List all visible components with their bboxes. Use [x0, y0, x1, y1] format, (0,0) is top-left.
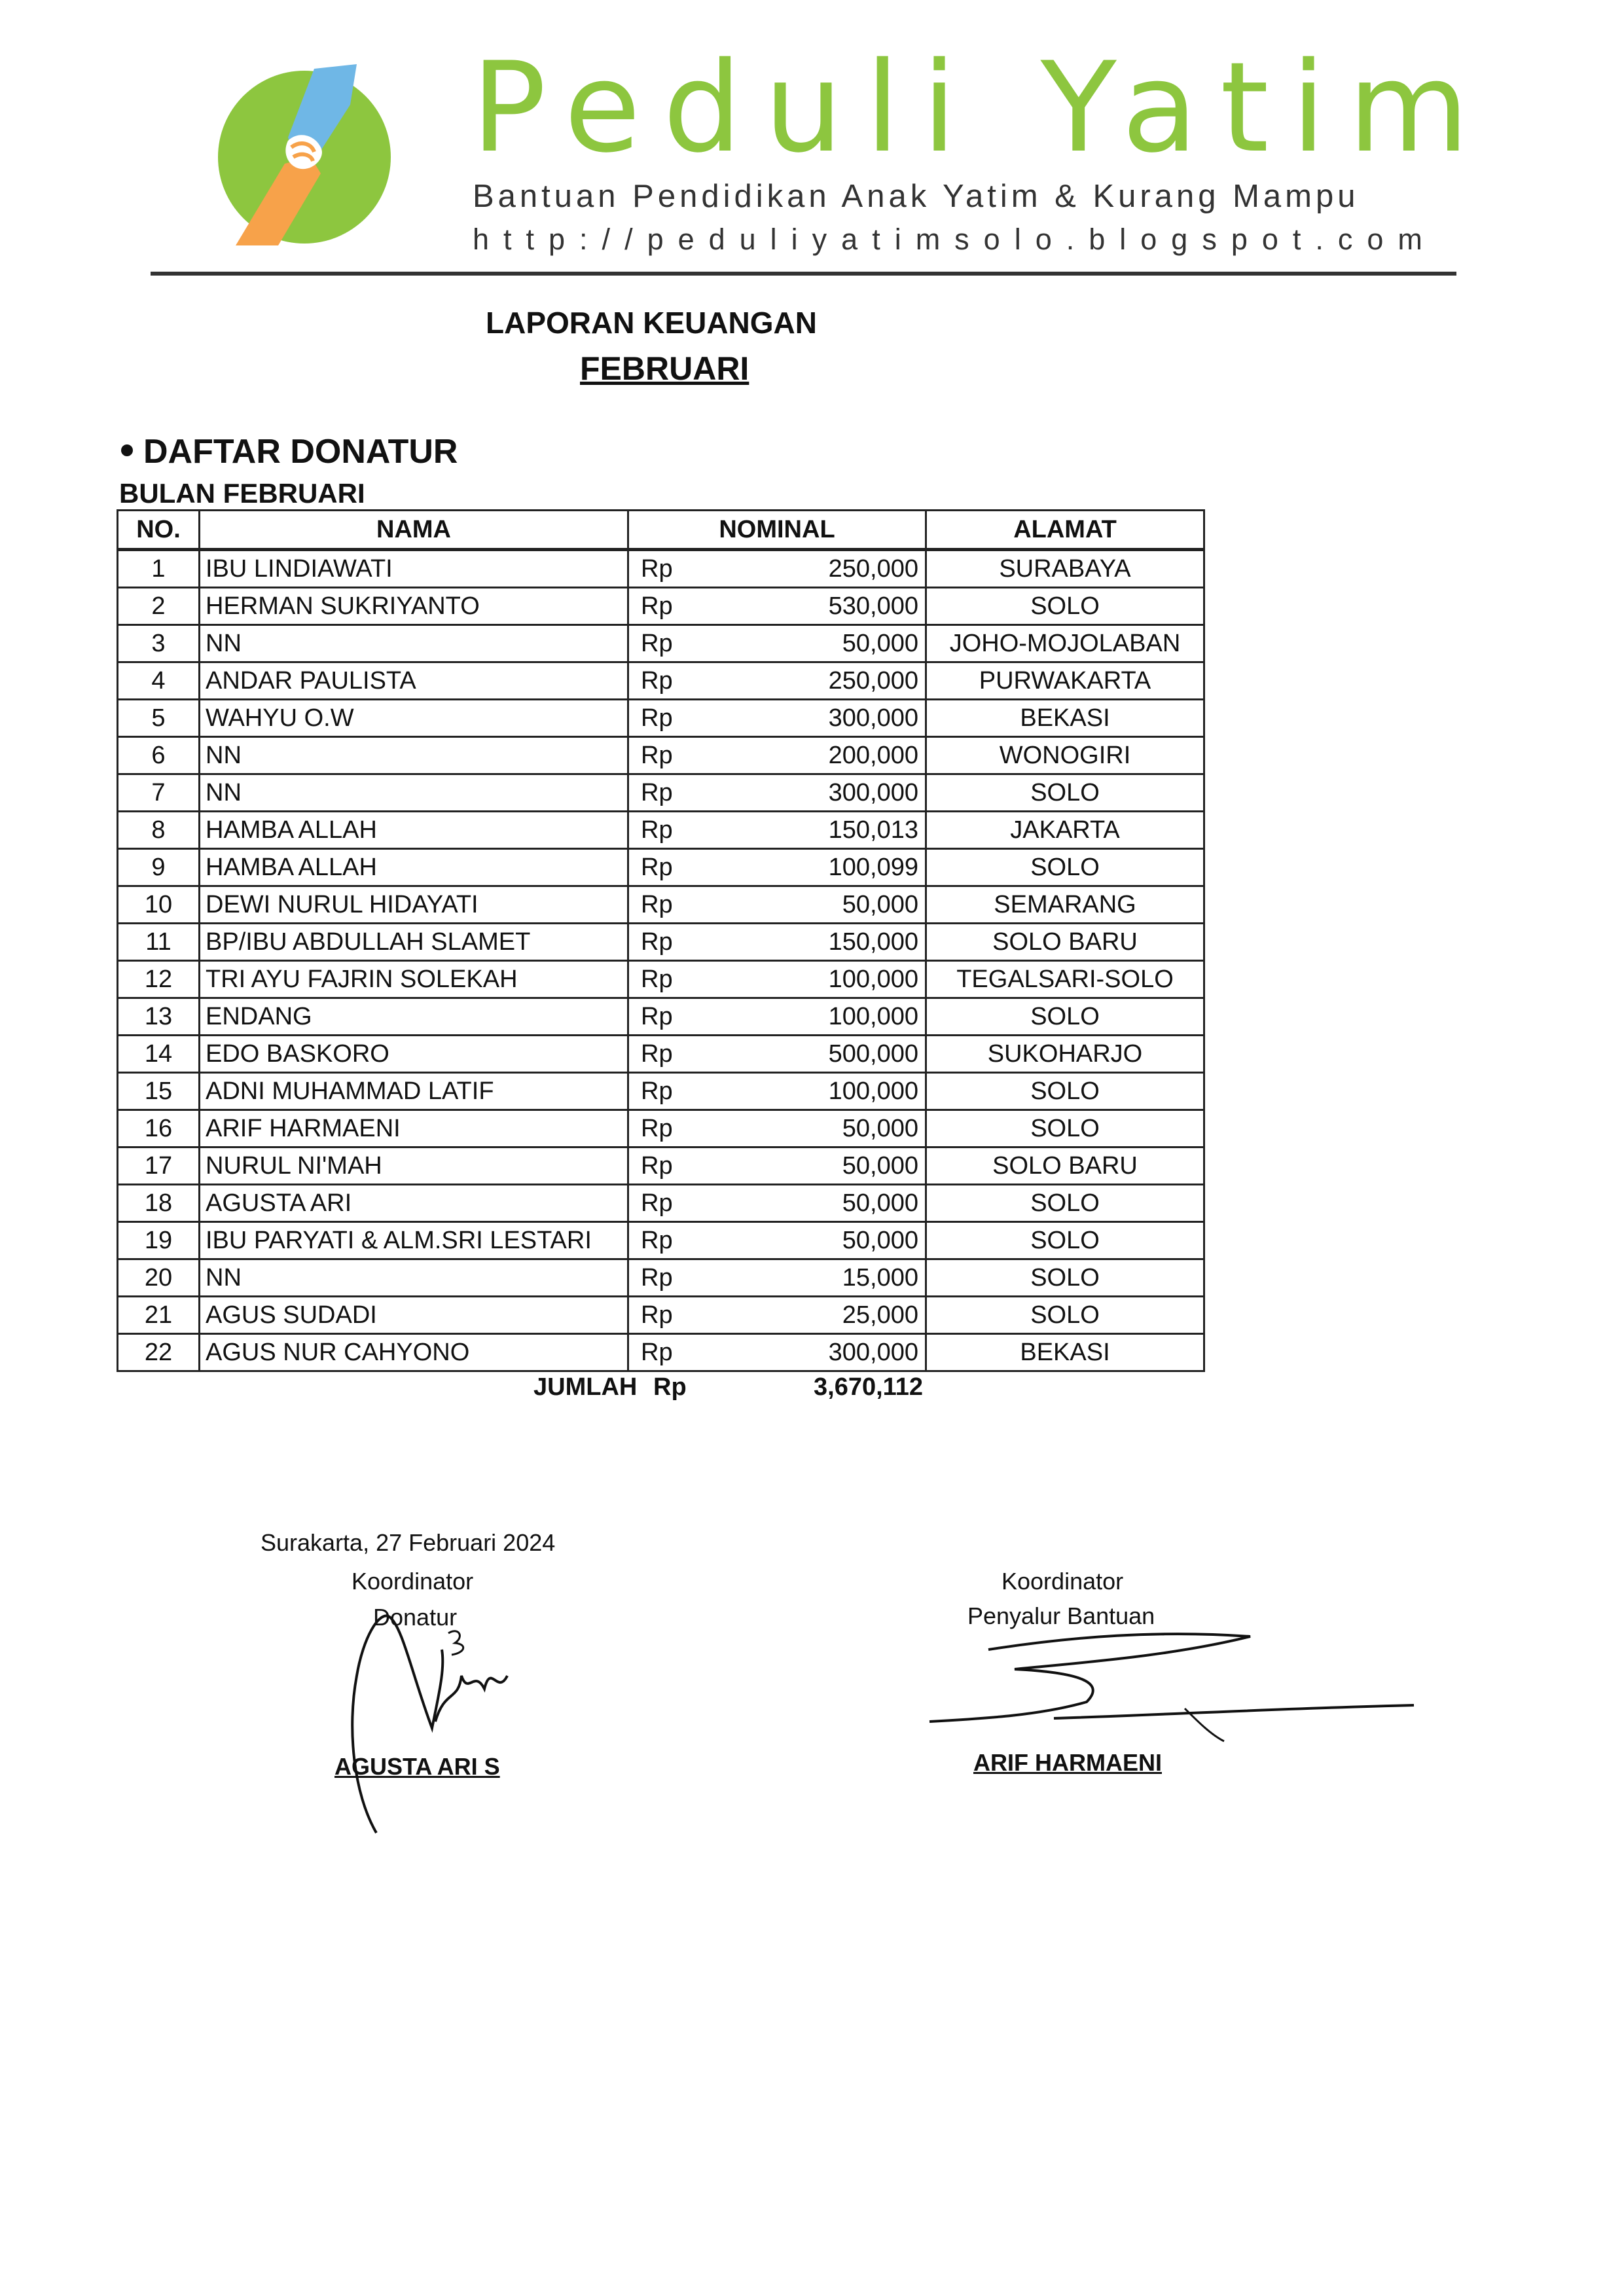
row-address: SOLO BARU — [926, 924, 1204, 961]
row-no: 18 — [118, 1185, 200, 1222]
row-currency: Rp — [641, 1114, 673, 1142]
total-label: JUMLAH — [533, 1373, 638, 1401]
donor-table — [117, 509, 1205, 1372]
row-nominal — [628, 625, 926, 662]
right-signature-scribble — [910, 1610, 1420, 1754]
row-no: 14 — [118, 1036, 200, 1073]
row-nominal — [628, 886, 926, 924]
row-amount: 250,000 — [828, 554, 918, 583]
row-nominal — [628, 550, 926, 588]
row-no: 22 — [118, 1334, 200, 1371]
left-signer-role-line2: Donatur — [373, 1604, 458, 1631]
row-address: SOLO — [926, 849, 1204, 886]
row-amount: 300,000 — [828, 778, 918, 806]
row-no: 11 — [118, 924, 200, 961]
row-nominal — [628, 1297, 926, 1334]
header-no: NO. — [118, 511, 200, 550]
row-no: 8 — [118, 812, 200, 849]
brand-url: http://peduliyatimsolo.blogspot.com — [473, 223, 1437, 256]
row-name: NN — [200, 737, 628, 774]
row-nominal — [628, 1036, 926, 1073]
row-address: JOHO-MOJOLABAN — [926, 625, 1204, 662]
row-amount: 530,000 — [828, 592, 918, 620]
row-currency: Rp — [641, 629, 673, 657]
row-address: SOLO BARU — [926, 1148, 1204, 1185]
row-currency: Rp — [641, 778, 673, 806]
left-signer-name: AGUSTA ARI S — [334, 1753, 500, 1780]
table-row — [118, 625, 1204, 662]
row-name: NN — [200, 774, 628, 812]
row-address: SOLO — [926, 1259, 1204, 1297]
row-currency: Rp — [641, 1151, 673, 1180]
table-row — [118, 1259, 1204, 1297]
report-title: LAPORAN KEUANGAN — [486, 306, 817, 340]
row-currency: Rp — [641, 1301, 673, 1329]
row-no: 4 — [118, 662, 200, 700]
table-row — [118, 737, 1204, 774]
peduli-yatim-logo-icon — [216, 59, 399, 249]
row-currency: Rp — [641, 816, 673, 844]
row-amount: 150,000 — [828, 928, 918, 956]
row-address: BEKASI — [926, 700, 1204, 737]
row-amount: 50,000 — [842, 629, 918, 657]
row-address: PURWAKARTA — [926, 662, 1204, 700]
brand-tagline: Bantuan Pendidikan Anak Yatim & Kurang Mampu — [473, 179, 1360, 214]
row-name: IBU PARYATI & ALM.SRI LESTARI — [200, 1222, 628, 1259]
total-value: 3,670,112 — [814, 1373, 923, 1401]
right-signer-role-line1: Koordinator — [1001, 1568, 1124, 1595]
row-name: DEWI NURUL HIDAYATI — [200, 886, 628, 924]
section-subheading: BULAN FEBRUARI — [119, 478, 365, 509]
row-address: SOLO — [926, 1297, 1204, 1334]
row-nominal — [628, 588, 926, 625]
row-name: IBU LINDIAWATI — [200, 550, 628, 588]
row-nominal — [628, 662, 926, 700]
row-amount: 250,000 — [828, 666, 918, 695]
row-nominal — [628, 737, 926, 774]
total-currency: Rp — [653, 1373, 687, 1401]
row-name: NN — [200, 1259, 628, 1297]
row-currency: Rp — [641, 554, 673, 583]
row-nominal — [628, 849, 926, 886]
row-name: HAMBA ALLAH — [200, 849, 628, 886]
row-nominal — [628, 1110, 926, 1148]
section-heading — [121, 432, 458, 471]
row-nominal — [628, 1259, 926, 1297]
row-name: AGUS SUDADI — [200, 1297, 628, 1334]
row-no: 21 — [118, 1297, 200, 1334]
row-no: 12 — [118, 961, 200, 998]
table-row — [118, 662, 1204, 700]
row-nominal — [628, 774, 926, 812]
row-name: WAHYU O.W — [200, 700, 628, 737]
header-nominal: NOMINAL — [628, 511, 926, 550]
row-name: TRI AYU FAJRIN SOLEKAH — [200, 961, 628, 998]
row-amount: 100,000 — [828, 965, 918, 993]
row-amount: 200,000 — [828, 741, 918, 769]
table-row — [118, 550, 1204, 588]
row-currency: Rp — [641, 853, 673, 881]
header-address: ALAMAT — [926, 511, 1204, 550]
table-row — [118, 812, 1204, 849]
row-address: SUKOHARJO — [926, 1036, 1204, 1073]
donor-rows — [118, 550, 1204, 1371]
row-address: JAKARTA — [926, 812, 1204, 849]
row-currency: Rp — [641, 1002, 673, 1030]
row-name: NN — [200, 625, 628, 662]
section-heading-text: DAFTAR DONATUR — [143, 433, 458, 471]
row-currency: Rp — [641, 1039, 673, 1068]
row-address: SURABAYA — [926, 550, 1204, 588]
row-nominal — [628, 998, 926, 1036]
row-amount: 100,000 — [828, 1077, 918, 1105]
row-currency: Rp — [641, 965, 673, 993]
table-row — [118, 924, 1204, 961]
row-address: SOLO — [926, 1185, 1204, 1222]
row-amount: 50,000 — [842, 1189, 918, 1217]
row-name: AGUS NUR CAHYONO — [200, 1334, 628, 1371]
row-currency: Rp — [641, 741, 673, 769]
row-no: 2 — [118, 588, 200, 625]
row-no: 10 — [118, 886, 200, 924]
row-address: SOLO — [926, 1222, 1204, 1259]
row-name: BP/IBU ABDULLAH SLAMET — [200, 924, 628, 961]
place-date: Surakarta, 27 Februari 2024 — [261, 1529, 556, 1556]
table-header-row — [118, 511, 1204, 550]
row-currency: Rp — [641, 1263, 673, 1292]
row-address: SEMARANG — [926, 886, 1204, 924]
row-no: 17 — [118, 1148, 200, 1185]
row-currency: Rp — [641, 1077, 673, 1105]
row-currency: Rp — [641, 704, 673, 732]
report-month: FEBRUARI — [580, 350, 749, 387]
row-nominal — [628, 812, 926, 849]
row-address: WONOGIRI — [926, 737, 1204, 774]
table-row — [118, 1110, 1204, 1148]
header-divider — [151, 272, 1456, 276]
row-nominal — [628, 1185, 926, 1222]
row-address: BEKASI — [926, 1334, 1204, 1371]
row-name: EDO BASKORO — [200, 1036, 628, 1073]
row-name: ANDAR PAULISTA — [200, 662, 628, 700]
row-amount: 25,000 — [842, 1301, 918, 1329]
row-name: ADNI MUHAMMAD LATIF — [200, 1073, 628, 1110]
row-name: ARIF HARMAENI — [200, 1110, 628, 1148]
row-no: 3 — [118, 625, 200, 662]
row-currency: Rp — [641, 592, 673, 620]
right-signer-name: ARIF HARMAENI — [973, 1749, 1162, 1776]
table-row — [118, 1222, 1204, 1259]
row-currency: Rp — [641, 666, 673, 695]
row-name: HERMAN SUKRIYANTO — [200, 588, 628, 625]
row-name: ENDANG — [200, 998, 628, 1036]
row-no: 1 — [118, 550, 200, 588]
table-row — [118, 961, 1204, 998]
brand-title: Peduli Yatim — [471, 35, 1492, 180]
row-amount: 50,000 — [842, 890, 918, 918]
row-amount: 500,000 — [828, 1039, 918, 1068]
row-no: 20 — [118, 1259, 200, 1297]
table-row — [118, 774, 1204, 812]
row-currency: Rp — [641, 928, 673, 956]
table-row — [118, 998, 1204, 1036]
row-nominal — [628, 700, 926, 737]
row-address: SOLO — [926, 998, 1204, 1036]
row-address: SOLO — [926, 588, 1204, 625]
table-row — [118, 1185, 1204, 1222]
row-amount: 50,000 — [842, 1151, 918, 1180]
row-nominal — [628, 961, 926, 998]
row-address: SOLO — [926, 774, 1204, 812]
row-amount: 300,000 — [828, 704, 918, 732]
row-nominal — [628, 1148, 926, 1185]
left-signer-role-line1: Koordinator — [352, 1568, 474, 1595]
row-no: 19 — [118, 1222, 200, 1259]
row-amount: 100,000 — [828, 1002, 918, 1030]
table-row — [118, 1148, 1204, 1185]
row-no: 13 — [118, 998, 200, 1036]
table-row — [118, 886, 1204, 924]
row-nominal — [628, 924, 926, 961]
row-nominal — [628, 1073, 926, 1110]
row-no: 15 — [118, 1073, 200, 1110]
table-row — [118, 1334, 1204, 1371]
row-name: HAMBA ALLAH — [200, 812, 628, 849]
row-amount: 50,000 — [842, 1226, 918, 1254]
table-row — [118, 1297, 1204, 1334]
row-no: 9 — [118, 849, 200, 886]
row-nominal — [628, 1334, 926, 1371]
row-currency: Rp — [641, 1338, 673, 1366]
table-row — [118, 849, 1204, 886]
row-amount: 150,013 — [828, 816, 918, 844]
table-row — [118, 1036, 1204, 1073]
row-no: 6 — [118, 737, 200, 774]
bullet-icon — [121, 444, 133, 456]
row-amount: 50,000 — [842, 1114, 918, 1142]
row-address: TEGALSARI-SOLO — [926, 961, 1204, 998]
row-address: SOLO — [926, 1073, 1204, 1110]
row-currency: Rp — [641, 890, 673, 918]
row-name: NURUL NI'MAH — [200, 1148, 628, 1185]
row-name: AGUSTA ARI — [200, 1185, 628, 1222]
right-signer-role-line2: Penyalur Bantuan — [967, 1602, 1155, 1629]
row-currency: Rp — [641, 1226, 673, 1254]
row-amount: 100,099 — [828, 853, 918, 881]
row-no: 5 — [118, 700, 200, 737]
table-row — [118, 588, 1204, 625]
table-row — [118, 1073, 1204, 1110]
row-amount: 300,000 — [828, 1338, 918, 1366]
table-row — [118, 700, 1204, 737]
row-no: 7 — [118, 774, 200, 812]
header-name: NAMA — [200, 511, 628, 550]
row-no: 16 — [118, 1110, 200, 1148]
left-signature-scribble — [327, 1597, 537, 1852]
row-amount: 15,000 — [842, 1263, 918, 1292]
row-address: SOLO — [926, 1110, 1204, 1148]
row-nominal — [628, 1222, 926, 1259]
row-currency: Rp — [641, 1189, 673, 1217]
